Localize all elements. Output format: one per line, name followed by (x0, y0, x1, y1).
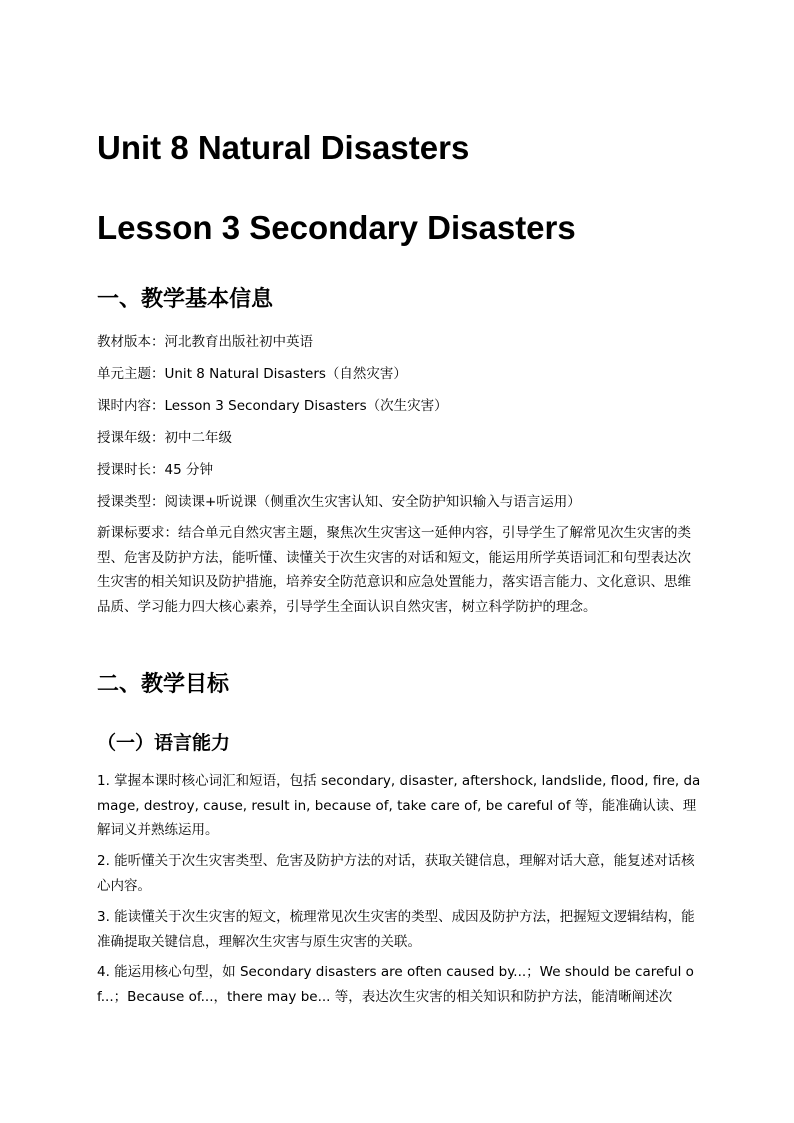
objective-item-1: 1. 掌握本课时核心词汇和短语，包括 secondary, disaster, aftershock, landslide, flood, fire, damage, destroy, cause, result in, because of, take care of, be careful of 等，能准确认读、理解词义并熟练运用。 (97, 773, 701, 838)
objective-item-2: 2. 能听懂关于次生灾害类型、危害及防护方法的对话，获取关键信息，理解对话大意，能复述对话核心内容。 (97, 853, 695, 894)
info-lesson-content: 课时内容：Lesson 3 Secondary Disasters（次生灾害） (97, 398, 448, 414)
objective-item-3: 3. 能读懂关于次生灾害的短文，梳理常见次生灾害的类型、成因及防护方法，把握短文逻辑结构，能准确提取关键信息，理解次生灾害与原生灾害的关联。 (97, 909, 695, 950)
lesson-title: Lesson 3 Secondary Disasters (97, 209, 576, 246)
section-heading-objectives: 二、教学目标 (97, 672, 230, 697)
section-heading-basic-info: 一、教学基本信息 (97, 287, 274, 312)
info-grade: 授课年级：初中二年级 (97, 430, 232, 446)
curriculum-requirement: 新课标要求：结合单元自然灾害主题，聚焦次生灾害这一延伸内容，引导学生了解常见次生灾害的类型、危害及防护方法，能听懂、读懂关于次生灾害的对话和短文，能运用所学英语词汇和句型表达次生灾害的相关知识及防护措施，培养安全防范意识和应急处置能力，落实语言能力、文化意识、思维品质、学习能力四大核心素养，引导学生全面认识自然灾害，树立科学防护的理念。 (97, 525, 691, 615)
unit-title: Unit 8 Natural Disasters (97, 129, 470, 166)
info-duration: 授课时长：45 分钟 (97, 462, 213, 478)
info-lesson-type: 授课类型：阅读课+听说课（侧重次生灾害认知、安全防护知识输入与语言运用） (97, 494, 581, 510)
subsection-heading-language: （一）语言能力 (97, 732, 231, 754)
info-textbook: 教材版本：河北教育出版社初中英语 (97, 334, 313, 350)
objective-item-4: 4. 能运用核心句型，如 Secondary disasters are often caused by...；We should be careful of...；Because of...，there may be... 等，表达次生灾害的相关知识和防护方法，能清晰阐述次 (97, 964, 694, 1005)
info-unit-topic: 单元主题：Unit 8 Natural Disasters（自然灾害） (97, 366, 407, 382)
